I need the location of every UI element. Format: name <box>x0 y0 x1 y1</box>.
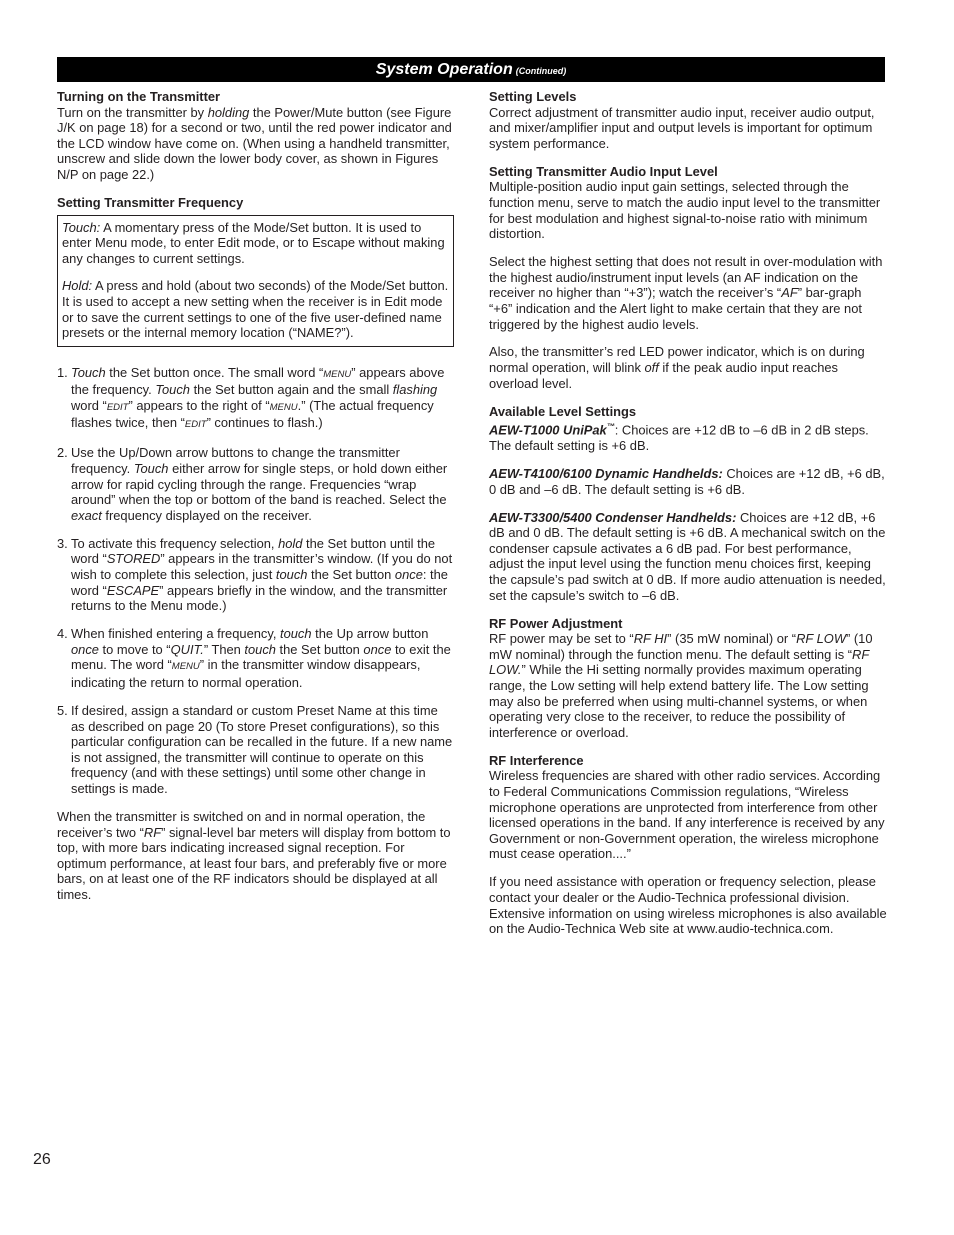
paragraph-rf-power: RF power may be set to “RF HI” (35 mW nominal) or “RF LOW” (10 mW nominal) through the function menu. The default setting is “RF LOW.” While the Hi setting normally provides maximum operating range, the Low setting will help extend battery life. The Low setting may also be preferred when using multi-channel systems, or when operating very close to the receiver, to reduce the possibility of interference or overload. <box>489 631 873 740</box>
heading-set-frequency: Setting Transmitter Frequency <box>57 194 244 210</box>
paragraph-audio-input-1: Multiple-position audio input gain settings, selected through the function menu, serve to match the audio input level to the transmitter for best modulation and highest signal-to-noise ratio with minimum distortion. <box>489 179 881 242</box>
paragraph-rf-interference-2: If you need assistance with operation or frequency selection, please contact your dealer or the Audio-Technica professional division. Extensive information on using wireless microphones is also available on the Audio-Technica Web site at www.audio-technica.com. <box>489 874 887 937</box>
paragraph-setting-levels: Correct adjustment of transmitter audio input, receiver audio output, and mixer/amplifier input and output levels is important for optimum system performance. <box>489 104 875 151</box>
heading-available-levels: Available Level Settings <box>489 403 637 419</box>
paragraph-audio-input-3: Also, the transmitter’s red LED power indicator, which is on during normal operation, will blink off if the peak audio input reaches overload level. <box>489 344 865 391</box>
paragraph-dynamic: AEW-T4100/6100 Dynamic Handhelds: Choices are +12 dB, +6 dB, 0 dB and –6 dB. The default setting is +6 dB. <box>489 466 885 497</box>
list-item: 5. If desired, assign a standard or custom Preset Name at this time as described on page 20 (To store Preset configurations), so this particular configuration can be recalled in the future. If a new name is not assigned, the transmitter will continue to operate on this frequency (and with these settings) until some other change in settings is made. <box>57 702 453 796</box>
section-banner <box>57 57 885 82</box>
paragraph-audio-input-2: Select the highest setting that does not result in over-modulation with the highest audio/instrument input levels (an AF indication on the receiver no higher than “+3”); watch the receiver’s “AF” bar-graph “+6” indication and the Alert light to make certain that they are not triggered by the highest audio levels. <box>489 254 883 332</box>
touch-definition: Touch: A momentary press of the Mode/Set button. It is used to enter Menu mode, to enter Edit mode, or to Escape without making any changes to current settings. <box>62 219 445 266</box>
heading-rf-power: RF Power Adjustment <box>489 615 623 631</box>
paragraph-rf-meters: When the transmitter is switched on and in normal operation, the receiver’s two “RF” signal-level bar meters will display from bottom to top, with more bars indicating increased signal reception. For optimum performance, at least four bars, and preferably five or more bars, on at least one of the RF indicators should be displayed at all times. <box>57 808 451 902</box>
paragraph-unipak: AEW-T1000 UniPak™: Choices are +12 dB to –6 dB in 2 dB steps. The default setting is +6 dB. <box>489 422 869 454</box>
paragraph-turning-on: Turn on the transmitter by holding the Power/Mute button (see Figure J/K on page 18) for a second or two, until the red power indicator and the LCD window have come on. (When using a handheld transmitter, unscrew and slide down the lower body cover, as shown in Figures N/P on page 22.) <box>57 104 452 182</box>
list-item: 1. Touch the Set button once. The small word “MENU” appears above the frequency. Touch the Set button again and the small flashing word “EDIT” appears to the right of “MENU.” (The actual frequency flashes twice, then “EDIT” continues to flash.) <box>57 364 445 431</box>
list-item: 4. When finished entering a frequency, touch the Up arrow button once to move to “QUIT.” Then touch the Set button once to exit the menu. The word “MENU” in the transmitter window disappears, indicating the return to normal operation. <box>57 626 451 690</box>
heading-turning-on: Turning on the Transmitter <box>57 89 221 104</box>
hold-definition: Hold: A press and hold (about two seconds) of the Mode/Set button. It is used to accept a new setting when the receiver is in Edit mode or to save the current settings to one of the five user-defined name presets or the internal memory location (“NAME?”). <box>62 278 449 341</box>
heading-audio-input: Setting Transmitter Audio Input Level <box>489 163 718 179</box>
heading-rf-interference: RF Interference <box>489 752 584 768</box>
steps-list <box>57 365 454 797</box>
left-column <box>57 89 454 915</box>
section-subtitle: (Continued) <box>515 66 567 76</box>
paragraph-rf-interference-1: Wireless frequencies are shared with other radio services. According to Federal Communications Commission regulations, “Wireless microphone operations are unprotected from interference from other licensed operations in the band. If any interference is received by any Government or non-Government operation, the wireless microphone must cease operation....” <box>489 768 885 862</box>
section-title: System Operation <box>375 61 513 78</box>
right-column <box>489 89 887 949</box>
list-item: 2. Use the Up/Down arrow buttons to change the transmitter frequency. Touch either arrow for single steps, or hold down either arrow for rapid cycling through the range. Frequencies “wrap around” when the top or bottom of the band is reached. Select the exact frequency displayed on the receiver. <box>57 445 448 523</box>
definition-box <box>57 215 454 347</box>
heading-setting-levels: Setting Levels <box>489 89 577 104</box>
paragraph-condenser: AEW-T3300/5400 Condenser Handhelds: Choices are +12 dB, +6 dB and 0 dB. The default setting is +6 dB. A mechanical switch on the condenser capsule activates a 6 dB pad. For best performance, adjust the input level using the function menu choices first, keeping the capsule’s pad switch at 0 dB. If more audio attenuation is needed, set the capsule’s switch to –6 dB. <box>489 509 886 603</box>
list-item: 3. To activate this frequency selection, hold the Set button until the word “STORED” appears in the transmitter’s window. (If you do not wish to complete this selection, just touch the Set button once: the word “ESCAPE” appears briefly in the window, and the transmitter returns to the Menu mode.) <box>57 535 453 614</box>
page-number: 26 <box>33 1151 51 1168</box>
